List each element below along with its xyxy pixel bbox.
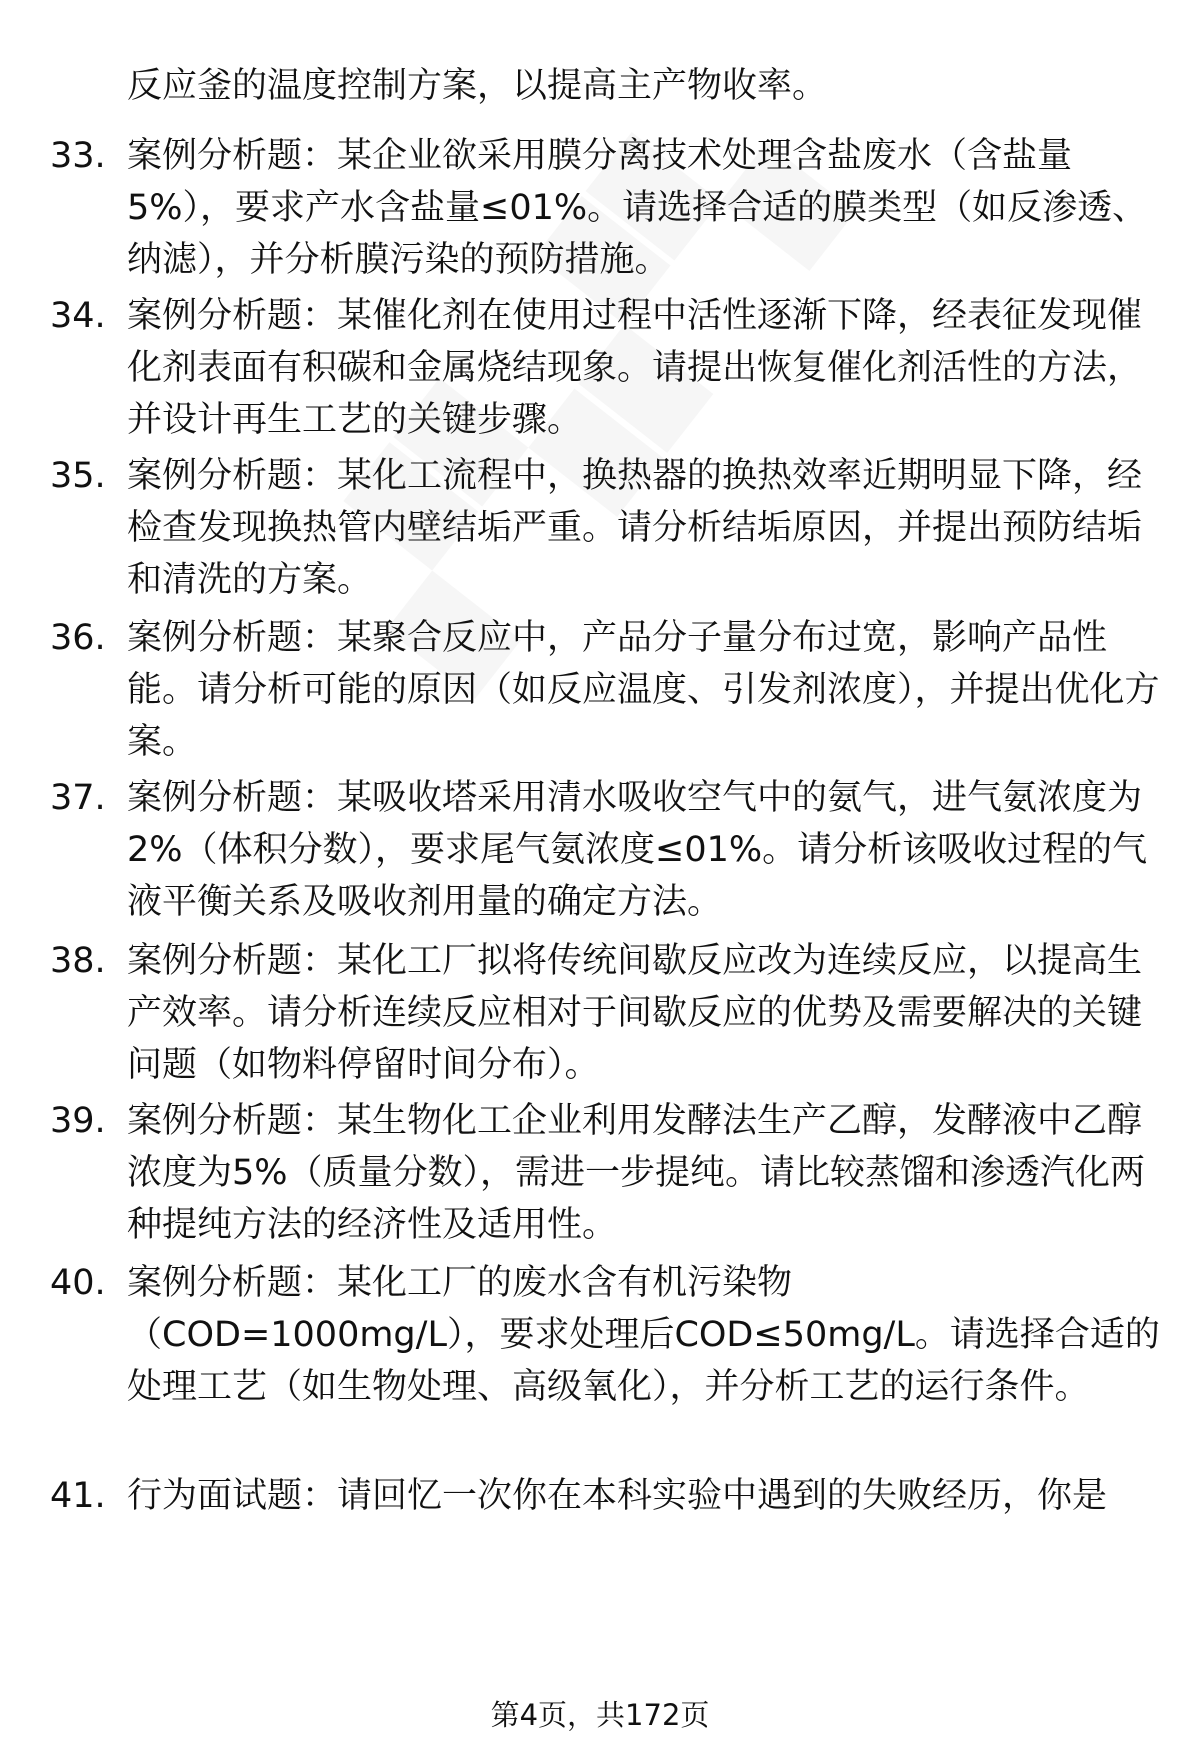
question-item (50, 772, 1160, 928)
question-number: 35. (50, 456, 106, 496)
question-number: 39. (50, 1101, 106, 1141)
question-item (50, 130, 1160, 286)
page-footer: 第4页，共172页 (490, 1698, 710, 1732)
question-number: 34. (50, 296, 106, 336)
question-text: 案例分析题：某聚合反应中，产品分子量分布过宽，影响产品性能。请分析可能的原因（如反应温度、引发剂浓度），并提出优化方案。 (127, 618, 1160, 762)
question-text: 案例分析题：某化工厂的废水含有机污染物（COD=1000mg/L），要求处理后COD≤50mg/L。请选择合适的处理工艺（如生物处理、高级氧化），并分析工艺的运行条件。 (127, 1263, 1160, 1407)
continued-paragraph: 反应釜的温度控制方案，以提高主产物收率。 (127, 66, 828, 106)
question-item (50, 1095, 1160, 1251)
question-text: 案例分析题：某企业欲采用膜分离技术处理含盐废水（含盐量5%），要求产水含盐量≤01%。请选择合适的膜类型（如反渗透、纳滤），并分析膜污染的预防措施。 (127, 136, 1148, 280)
question-text: 案例分析题：某化工流程中，换热器的换热效率近期明显下降，经检查发现换热管内壁结垢严重。请分析结垢原因，并提出预防结垢和清洗的方案。 (127, 456, 1143, 600)
question-number: 36. (50, 618, 106, 658)
question-text: 案例分析题：某吸收塔采用清水吸收空气中的氨气，进气氨浓度为2%（体积分数），要求尾气氨浓度≤01%。请分析该吸收过程的气液平衡关系及吸收剂用量的确定方法。 (127, 778, 1148, 922)
question-item (50, 1257, 1160, 1413)
question-text: 行为面试题：请回忆一次你在本科实验中遇到的失败经历，你是 (127, 1476, 1108, 1516)
question-item (50, 290, 1160, 446)
question-item (50, 1470, 1160, 1522)
question-item (50, 450, 1160, 606)
question-number: 40. (50, 1263, 106, 1303)
question-text: 案例分析题：某化工厂拟将传统间歇反应改为连续反应，以提高生产效率。请分析连续反应相对于间歇反应的优势及需要解决的关键问题（如物料停留时间分布）。 (127, 941, 1143, 1085)
question-text: 案例分析题：某生物化工企业利用发酵法生产乙醇，发酵液中乙醇浓度为5%（质量分数），需进一步提纯。请比较蒸馏和渗透汽化两种提纯方法的经济性及适用性。 (127, 1101, 1146, 1245)
question-number: 41. (50, 1476, 106, 1516)
question-number: 38. (50, 941, 106, 981)
question-number: 37. (50, 778, 106, 818)
question-text: 案例分析题：某催化剂在使用过程中活性逐渐下降，经表征发现催化剂表面有积碳和金属烧结现象。请提出恢复催化剂活性的方法，并设计再生工艺的关键步骤。 (127, 296, 1143, 440)
question-item (50, 935, 1160, 1091)
question-number: 33. (50, 136, 106, 176)
question-item (50, 612, 1160, 768)
